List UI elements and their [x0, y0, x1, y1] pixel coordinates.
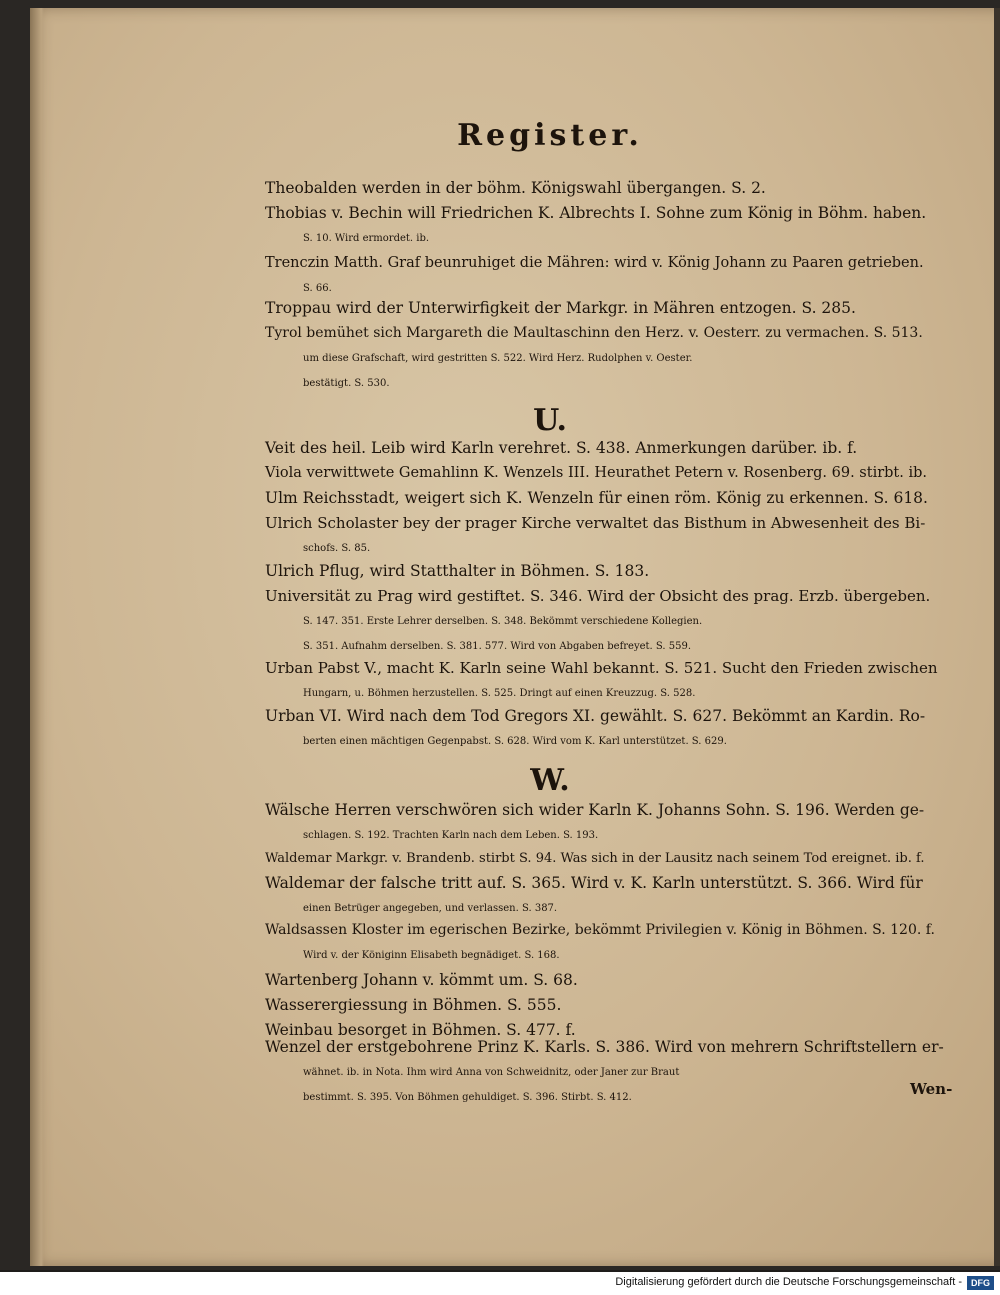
funding-notice: Digitalisierung gefördert durch die Deutsche Forschungsgemeinschaft -	[615, 1276, 962, 1288]
entry-line: bestimmt. S. 395. Von Böhmen gehuldiget. S. 396. Stirbt. S. 412.	[303, 1092, 632, 1103]
register-entry	[265, 321, 945, 396]
dfg-logo: DFG	[967, 1276, 994, 1290]
register-entry	[265, 968, 945, 993]
entry-line: Waldemar Markgr. v. Brandenb. stirbt S. 94. Was sich in der Lausitz nach seinem Tod ereignet. ib. f.	[265, 851, 925, 866]
book-page	[30, 8, 1000, 1266]
register-entry	[265, 1035, 945, 1110]
register-entry	[265, 871, 945, 921]
entry-line: Veit des heil. Leib wird Karln verehret. S. 438. Anmerkungen darüber. ib. f.	[265, 439, 858, 457]
register-entry	[265, 918, 945, 968]
register-entry	[265, 461, 945, 486]
register-entry	[265, 486, 945, 511]
entry-line: Wälsche Herren verschwören sich wider Karln K. Johanns Sohn. S. 196. Werden ge-	[265, 801, 925, 819]
entry-line: Wird v. der Königinn Elisabeth begnädiget. S. 168.	[303, 950, 560, 961]
register-entry	[265, 584, 945, 659]
entry-line: um diese Grafschaft, wird gestritten S. 522. Wird Herz. Rudolphen v. Oester.	[303, 353, 693, 364]
entry-line: S. 10. Wird ermordet. ib.	[303, 233, 430, 244]
entry-line: S. 351. Aufnahm derselben. S. 381. 577. Wird von Abgaben befreyet. S. 559.	[303, 641, 692, 652]
entry-line: Thobias v. Bechin will Friedrichen K. Albrechts I. Sohne zum König in Böhm. haben.	[265, 204, 927, 222]
entry-line: Urban Pabst V., macht K. Karln seine Wahl bekannt. S. 521. Sucht den Frieden zwischen	[265, 659, 938, 677]
register-entry	[265, 559, 945, 584]
register-entry	[265, 176, 945, 201]
entry-line: schlagen. S. 192. Trachten Karln nach dem Leben. S. 193.	[303, 830, 599, 841]
entry-line: Waldsassen Kloster im egerischen Bezirke, bekömmt Privilegien v. König in Böhmen. S. 120. f.	[265, 922, 935, 938]
section-letter-w: W.	[530, 763, 570, 798]
register-entry	[265, 704, 945, 754]
entry-line: Theobalden werden in der böhm. Königswahl übergangen. S. 2.	[265, 179, 766, 197]
entry-line: Weinbau besorget in Böhmen. S. 477. f.	[265, 1021, 576, 1039]
register-entry	[265, 201, 945, 251]
register-entry	[265, 511, 945, 561]
entry-line: S. 66.	[303, 283, 332, 294]
register-entry	[265, 846, 945, 871]
entry-line: S. 147. 351. Erste Lehrer derselben. S. 348. Bekömmt verschiedene Kollegien.	[303, 616, 703, 627]
entry-line: Waldemar der falsche tritt auf. S. 365. Wird v. K. Karln unterstützt. S. 366. Wird für	[265, 874, 923, 892]
entry-line: Wasserergiessung in Böhmen. S. 555.	[265, 996, 562, 1014]
register-entry	[265, 798, 945, 848]
footer-bar	[0, 1272, 1000, 1295]
register-entry	[265, 993, 945, 1018]
page-spine-shadow	[30, 8, 44, 1266]
entry-line: Universität zu Prag wird gestiftet. S. 346. Wird der Obsicht des prag. Erzb. übergeben.	[265, 587, 931, 605]
register-entry	[265, 251, 945, 301]
entry-line: Viola verwittwete Gemahlinn K. Wenzels III. Heurathet Petern v. Rosenberg. 69. stirbt. ib.	[265, 465, 928, 481]
catchword: Wen-	[910, 1080, 953, 1098]
entry-line: Trenczin Matth. Graf beunruhiget die Mähren: wird v. König Johann zu Paaren getrieben.	[265, 255, 924, 271]
page-heading: Register.	[457, 118, 643, 153]
page-edge	[994, 8, 1000, 1266]
entry-line: Wenzel der erstgebohrene Prinz K. Karls. S. 386. Wird von mehrern Schriftstellern er-	[265, 1038, 944, 1056]
entry-line: einen Betrüger angegeben, und verlassen. S. 387.	[303, 903, 558, 914]
entry-line: bestätigt. S. 530.	[303, 378, 390, 389]
register-entry	[265, 656, 945, 706]
entry-line: Tyrol bemühet sich Margareth die Maultaschinn den Herz. v. Oesterr. zu vermachen. S. 513.	[265, 325, 923, 341]
register-entry	[265, 296, 945, 321]
entry-line: Wartenberg Johann v. kömmt um. S. 68.	[265, 971, 578, 989]
entry-line: Ulrich Pflug, wird Statthalter in Böhmen. S. 183.	[265, 562, 650, 580]
entry-line: Hungarn, u. Böhmen herzustellen. S. 525. Dringt auf einen Kreuzzug. S. 528.	[303, 688, 696, 699]
entry-line: berten einen mächtigen Gegenpabst. S. 628. Wird vom K. Karl unterstützet. S. 629.	[303, 736, 727, 747]
entry-line: Troppau wird der Unterwirfigkeit der Markgr. in Mähren entzogen. S. 285.	[265, 299, 856, 317]
section-letter-u: U.	[533, 403, 567, 438]
entry-line: Urban VI. Wird nach dem Tod Gregors XI. gewählt. S. 627. Bekömmt an Kardin. Ro-	[265, 707, 926, 725]
entry-line: Ulm Reichsstadt, weigert sich K. Wenzeln für einen röm. König zu erkennen. S. 618.	[265, 489, 928, 507]
register-entry	[265, 436, 945, 461]
entry-line: schofs. S. 85.	[303, 543, 371, 554]
entry-line: wähnet. ib. in Nota. Ihm wird Anna von Schweidnitz, oder Janer zur Braut	[303, 1067, 680, 1078]
entry-line: Ulrich Scholaster bey der prager Kirche verwaltet das Bisthum in Abwesenheit des Bi-	[265, 514, 926, 532]
